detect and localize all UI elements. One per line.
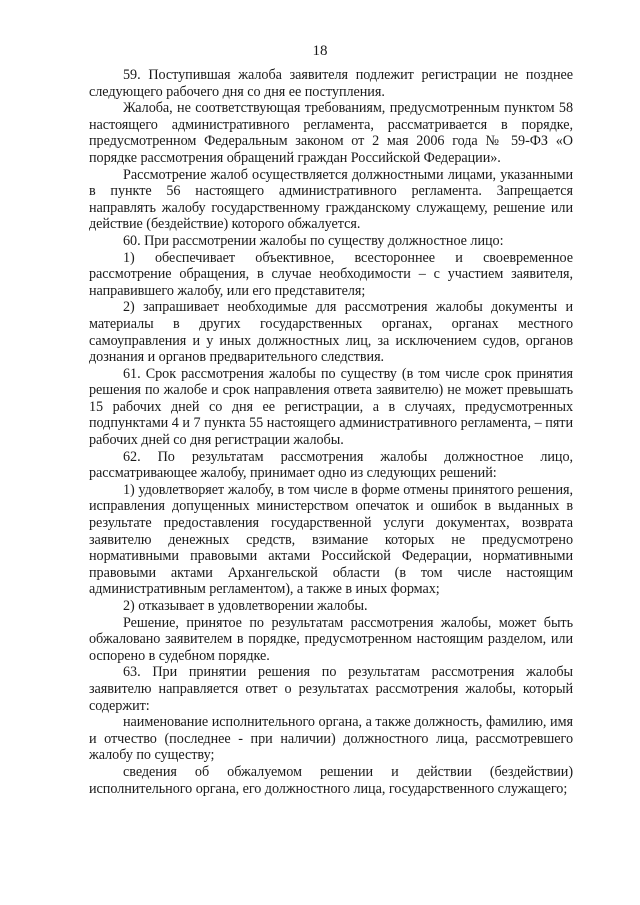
paragraph-60: 60. При рассмотрении жалобы по существу должностное лицо: xyxy=(123,232,504,249)
paragraph-62-appeal: Решение, принятое по результатам рассмотрения жалобы, может быть обжаловано заявителем в порядке, предусмотренном настоящим разделом, или оспорено в судебном порядке. xyxy=(89,614,573,664)
paragraph-60-item-2: 2) запрашивает необходимые для рассмотрения жалобы документы и материалы в других государственных органах, органах местного самоуправления и у иных должностных лиц, за исключением судов, органов дознания и органов предварительного следствия. xyxy=(89,299,573,366)
paragraph-59-complaint-requirements: Жалоба, не соответствующая требованиям, предусмотренным пунктом 58 настоящего административного регламента, рассматривается в порядке, предусмотренном Федеральным законом от 2 мая 2006 года № 59-ФЗ «О порядке рассмотрения обращений граждан Российской Федерации». xyxy=(89,100,573,166)
page-number: 18 xyxy=(312,43,328,59)
paragraph-63: 63. При принятии решения по результатам рассмотрения жалобы заявителю направляется ответ о результатах рассмотрения жалобы, который содержит: xyxy=(89,664,573,714)
document-body xyxy=(89,67,573,797)
paragraph-63-item-name: наименование исполнительного органа, а также должность, фамилию, имя и отчество (последнее - при наличии) должностного лица, рассмотревшего жалобу по существу; xyxy=(89,714,573,764)
paragraph-61: 61. Срок рассмотрения жалобы по существу (в том числе срок принятия решения по жалобе и срок направления ответа заявителю) не может превышать 15 рабочих дней со дня ее регистрации, а в случаях, предусмотренных подпунктами 4 и 7 пункта 55 настоящего административного регламента, – пяти рабочих дней со дня регистрации жалобы. xyxy=(89,365,573,449)
paragraph-59-review-officials: Рассмотрение жалоб осуществляется должностными лицами, указанными в пункте 56 настоящего административного регламента. Запрещается направлять жалобу государственному гражданскому служащему, решение или действие (бездействие) которого обжалуется. xyxy=(89,166,573,233)
paragraph-63-item-decision: сведения об обжалуемом решении и действии (бездействии) исполнительного органа, его должностного лица, государственного служащего; xyxy=(89,763,573,797)
paragraph-60-item-1: 1) обеспечивает объективное, всестороннее и своевременное рассмотрение обращения, в случае необходимости – с участием заявителя, направившего жалобу, или его представителя; xyxy=(89,249,573,299)
paragraph-62: 62. По результатам рассмотрения жалобы должностное лицо, рассматривающее жалобу, принимает одно из следующих решений: xyxy=(89,448,573,482)
paragraph-62-item-1: 1) удовлетворяет жалобу, в том числе в форме отмены принятого решения, исправления допущенных министерством опечаток и ошибок в выданных в результате предоставления государственной услуги документах, возврата заявителю денежных средств, взимание которых не предусмотрено нормативными правовыми актами Российской Федерации, нормативными правовыми актами Архангельской области (в том числе настоящим административным регламентом), а также в иных формах; xyxy=(89,481,573,598)
paragraph-59: 59. Поступившая жалоба заявителя подлежит регистрации не позднее следующего рабочего дня со дня ее поступления. xyxy=(89,67,573,100)
paragraph-62-item-2: 2) отказывает в удовлетворении жалобы. xyxy=(123,598,368,614)
